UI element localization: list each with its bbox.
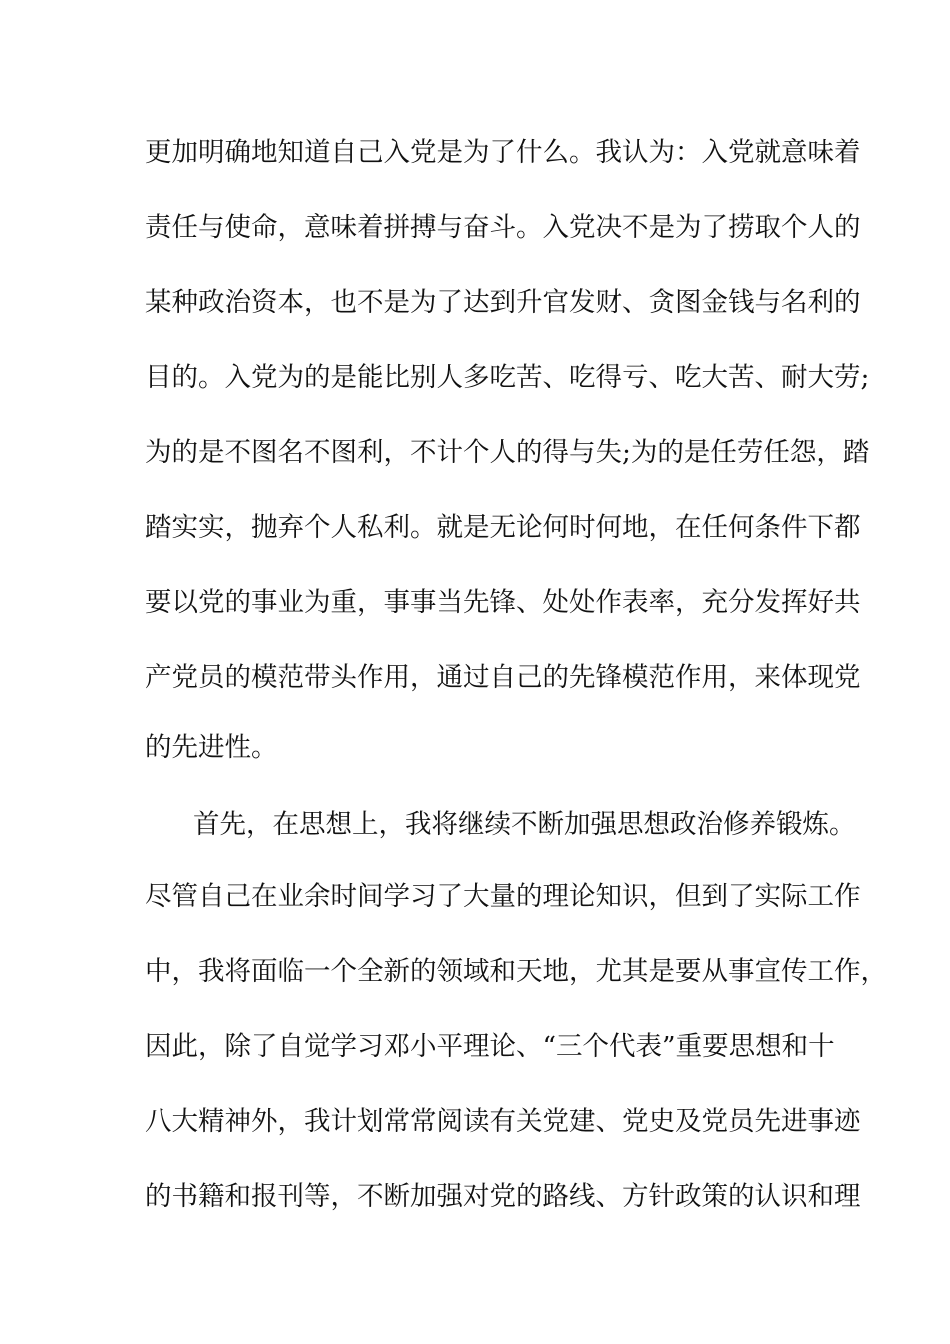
text-line: 责任与使命，意味着拼搏与奋斗。入党决不是为了捞取个人的: [145, 212, 861, 243]
text-line: 踏实实，抛弃个人私利。就是无论何时何地，在任何条件下都: [145, 512, 861, 543]
text-line: 因此，除了自觉学习邓小平理论、“三个代表”重要思想和十: [145, 1031, 835, 1062]
text-line: 中，我将面临一个全新的领域和天地，尤其是要从事宣传工作，: [145, 956, 887, 987]
text-line: 为的是不图名不图利，不计个人的得与失;为的是任劳任怨，踏: [145, 437, 870, 468]
text-line: 的书籍和报刊等，不断加强对党的路线、方针政策的认识和理: [145, 1181, 861, 1212]
text-line: 目的。入党为的是能比别人多吃苦、吃得亏、吃大苦、耐大劳;: [145, 362, 870, 393]
text-line: 八大精神外，我计划常常阅读有关党建、党史及党员先进事迹: [145, 1106, 861, 1137]
text-line: 要以党的事业为重，事事当先锋、处处作表率，充分发挥好共: [145, 587, 861, 618]
text-line: 尽管自己在业余时间学习了大量的理论知识，但到了实际工作: [145, 881, 861, 912]
text-line: 某种政治资本，也不是为了达到升官发财、贪图金钱与名利的: [145, 287, 861, 318]
text-line: 产党员的模范带头作用，通过自己的先锋模范作用，来体现党: [145, 662, 861, 693]
text-line: 的先进性。: [145, 732, 278, 763]
text-line: 更加明确地知道自己入党是为了什么。我认为：入党就意味着: [145, 137, 861, 168]
paragraph-first-line: 首先，在思想上，我将继续不断加强思想政治修养锻炼。: [193, 809, 856, 840]
